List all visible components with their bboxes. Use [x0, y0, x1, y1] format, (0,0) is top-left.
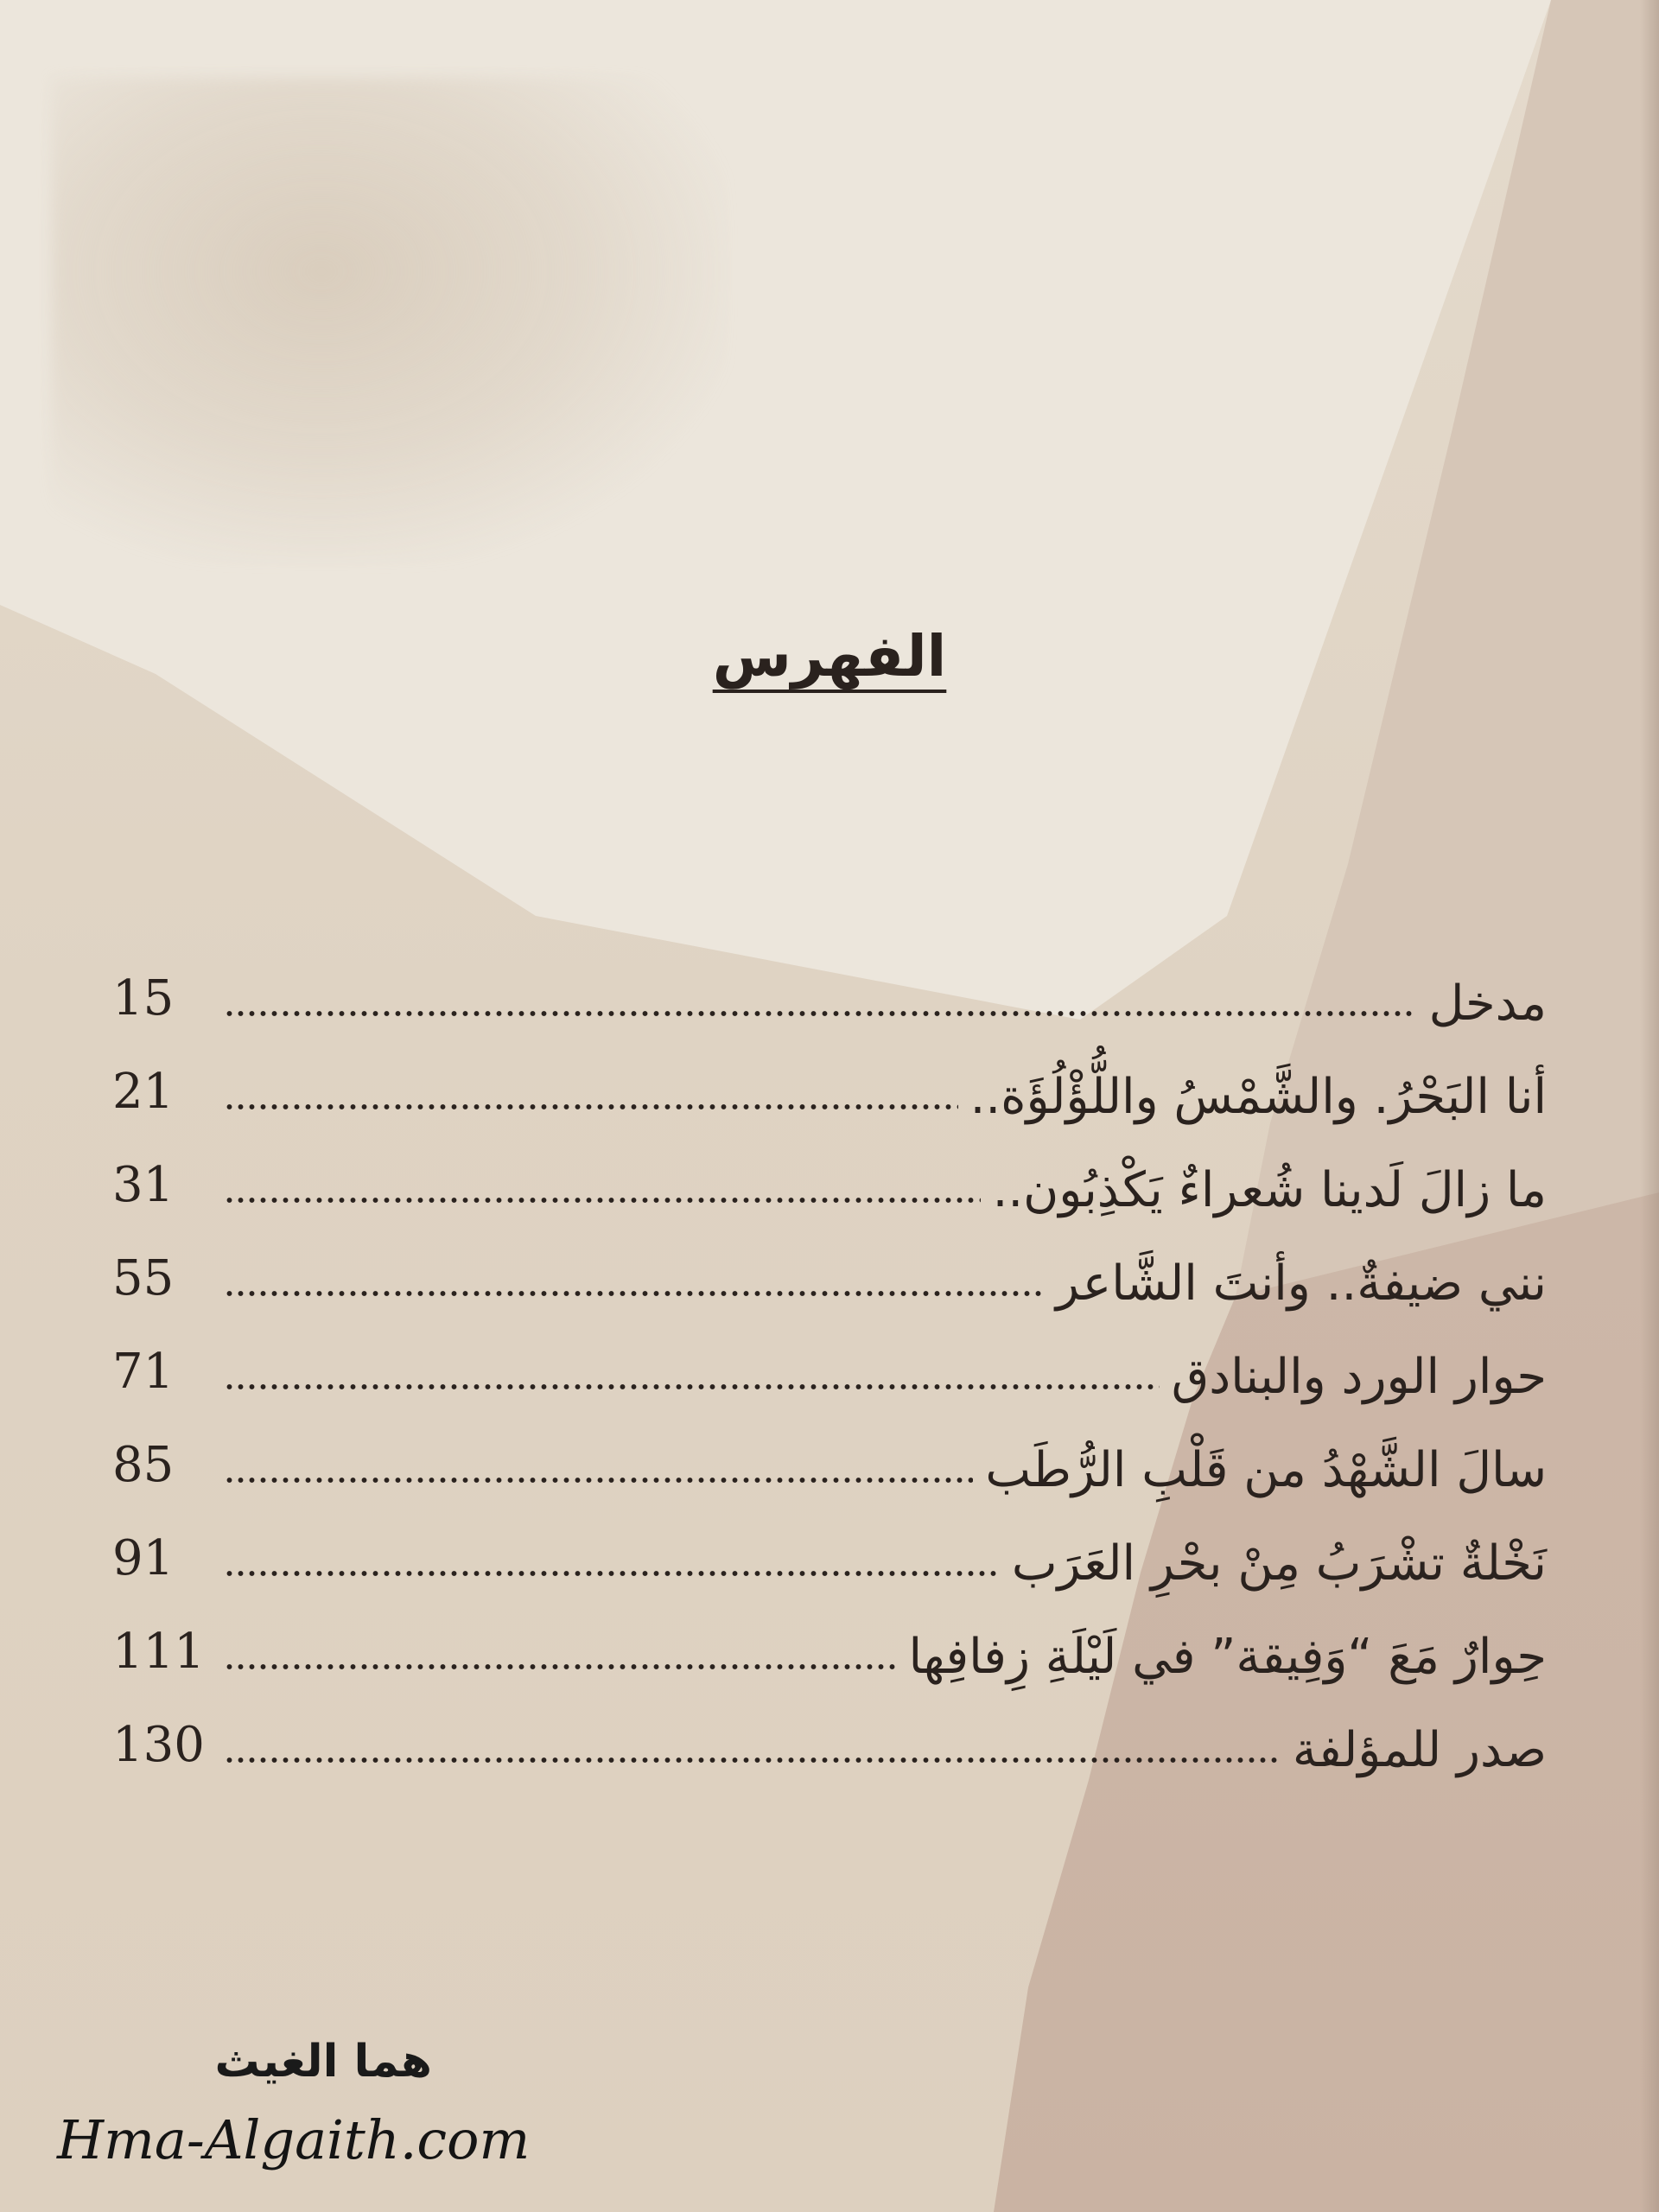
page-title	[657, 622, 1002, 690]
toc-entry-title: صدر للمؤلفة	[1292, 1722, 1547, 1778]
toc-entry-title: مدخل	[1428, 976, 1547, 1032]
toc-entry-title: ما زالَ لَدينا شُعراءٌ يَكْذِبُون..	[992, 1162, 1547, 1218]
dot-leader	[224, 1009, 1417, 1018]
toc-entry	[112, 950, 1547, 1044]
toc-entry-title: نَخْلةٌ تشْرَبُ مِنْ بحْرِ العَرَب	[1011, 1535, 1547, 1592]
page-title-text: الفهرس	[712, 623, 947, 690]
dot-leader	[224, 1289, 1044, 1298]
toc-entry	[112, 1044, 1547, 1137]
dot-leader	[224, 1756, 1281, 1764]
dot-leader	[224, 1662, 896, 1671]
toc-entry-title: سالَ الشَّهْدُ من قَلْبِ الرُّطَب	[985, 1442, 1547, 1498]
toc-page-number: 31	[112, 1157, 175, 1213]
author-watermark: هما الغيث	[214, 2036, 432, 2088]
page-edge	[1640, 0, 1659, 2212]
paper-texture	[52, 78, 726, 562]
dot-leader	[224, 1476, 973, 1484]
website-watermark: Hma-Algaith.com	[57, 2108, 531, 2171]
toc-entry	[112, 1697, 1547, 1790]
toc-page-number: 130	[112, 1717, 205, 1773]
toc-entry	[112, 1137, 1547, 1230]
toc-entry-title: نني ضيفةٌ.. وأنتَ الشَّاعر	[1055, 1255, 1547, 1312]
toc-entry-title: حوار الورد والبنادق	[1171, 1349, 1547, 1405]
toc-entry	[112, 1324, 1547, 1417]
dot-leader	[224, 1382, 1160, 1391]
toc-entry	[112, 1604, 1547, 1697]
toc-entry	[112, 1417, 1547, 1510]
toc-page-number: 21	[112, 1064, 175, 1120]
toc-entry-title: أنا البَحْرُ. والشَّمْسُ واللُّؤْلُؤَة..	[969, 1069, 1547, 1125]
toc-page-number: 55	[112, 1250, 175, 1306]
toc-page-number: 91	[112, 1530, 175, 1586]
toc-entry	[112, 1510, 1547, 1604]
toc-page-number: 85	[112, 1437, 175, 1493]
toc-page-number: 15	[112, 970, 175, 1027]
toc-page-number: 111	[112, 1624, 205, 1680]
toc-page-number: 71	[112, 1344, 175, 1400]
toc-entry-title: حِوارٌ مَعَ “وَفِيقة” في لَيْلَةِ زِفافِها	[908, 1629, 1547, 1685]
dot-leader	[224, 1196, 981, 1205]
dot-leader	[224, 1569, 1000, 1578]
table-of-contents	[112, 950, 1547, 1790]
dot-leader	[224, 1103, 958, 1111]
toc-entry	[112, 1230, 1547, 1324]
